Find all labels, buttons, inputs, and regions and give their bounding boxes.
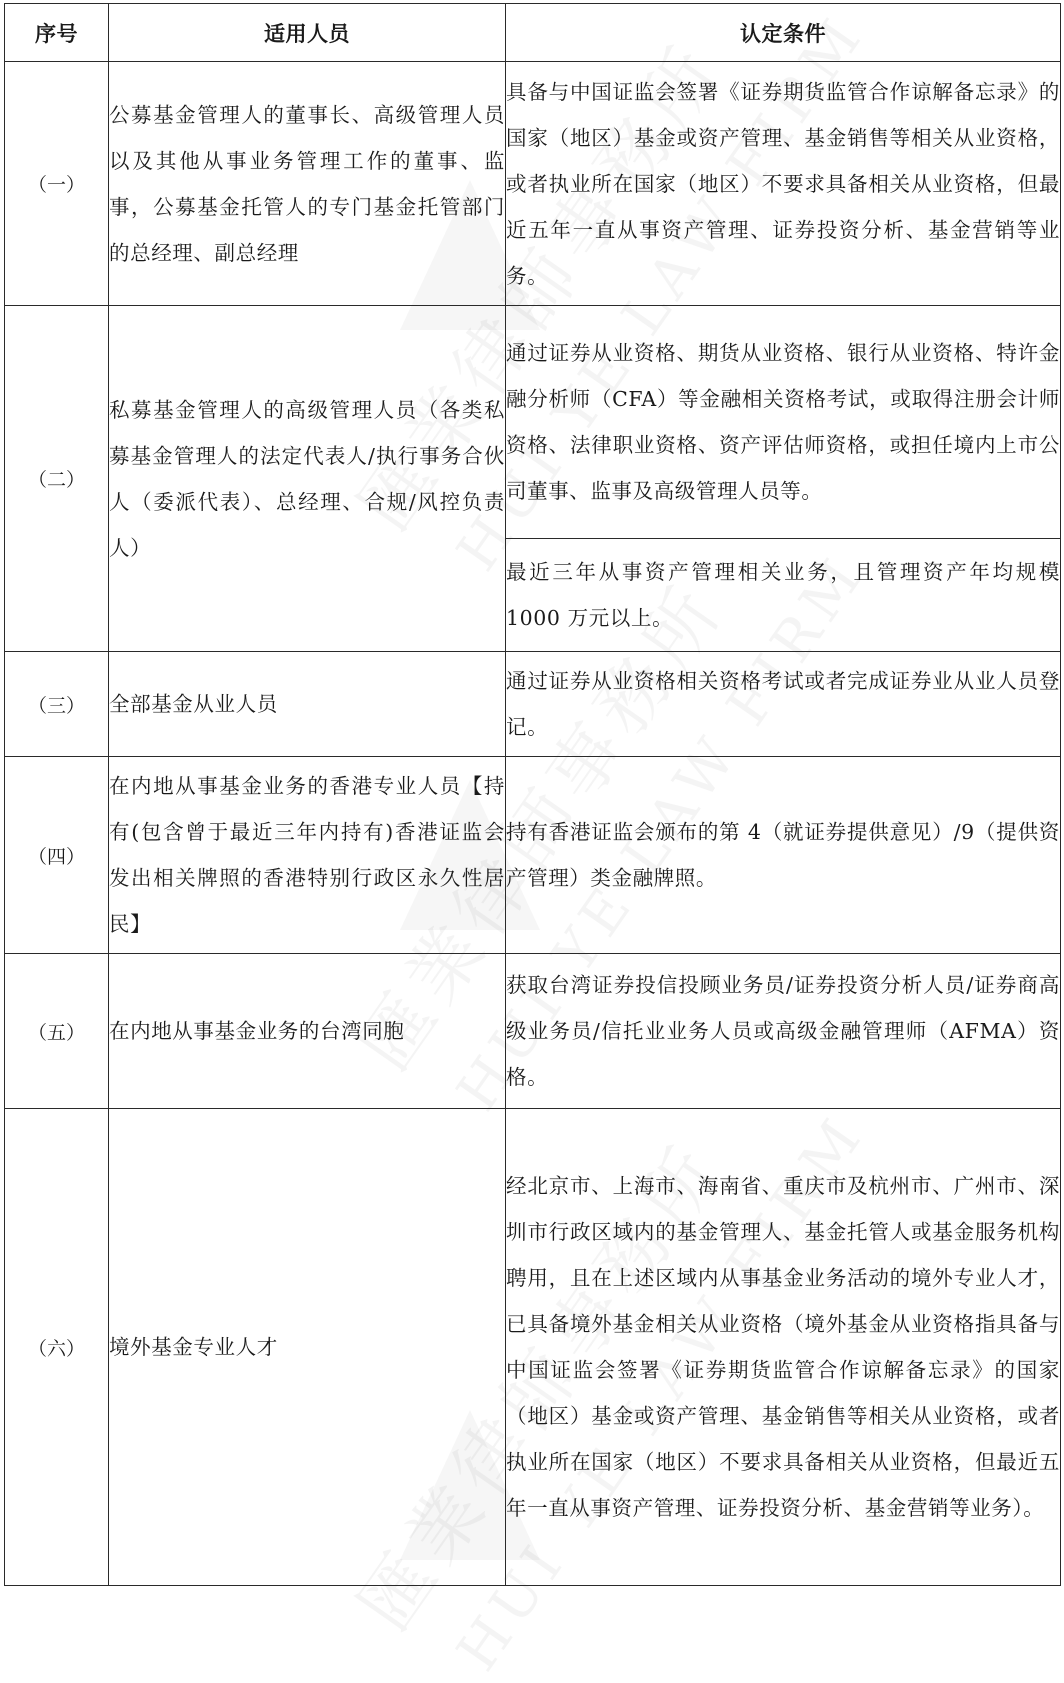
personnel-text: 在内地从事基金业务的香港专业人员【持有(包含曾于最近三年内持有)香港证监会发出相关牌照的香港特别行政区永久性居民】	[109, 774, 505, 936]
personnel-text: 公募基金管理人的董事长、高级管理人员以及其他从事业务管理工作的董事、监事，公募基金托管人的专门基金托管部门的总经理、副总经理	[109, 102, 505, 265]
table-row	[5, 954, 1061, 1109]
header-serial-number: 序号	[5, 4, 109, 62]
personnel-text: 私募基金管理人的高级管理人员（各类私募基金管理人的法定代表人/执行事务合伙人（委派代表）、总经理、合规/风控负责人）	[109, 397, 505, 560]
table-row	[5, 306, 1061, 539]
personnel-text: 全部基金从业人员	[109, 692, 278, 716]
table-row	[5, 1109, 1061, 1586]
row-serial-number: （三）	[5, 652, 109, 757]
row-qualification-condition	[506, 757, 1061, 954]
row-serial-number: （四）	[5, 757, 109, 954]
personnel-text: 境外基金专业人才	[109, 1335, 278, 1359]
row-qualification-condition	[506, 954, 1061, 1109]
table-row	[5, 652, 1061, 757]
document-page	[4, 3, 1060, 1586]
condition-text: 经北京市、上海市、海南省、重庆市及杭州市、广州市、深圳市行政区域内的基金管理人、基金托管人或基金服务机构聘用，且在上述区域内从事基金业务活动的境外专业人才，已具备境外基金相关从业资格（境外基金从业资格指具备与中国证监会签署《证券期货监管合作谅解备忘录》的国家（地区）基金或资产管理、基金销售等相关从业资格，或者执业所在国家（地区）不要求具备相关从业资格，但最近五年一直从事资产管理、证券投资分析、基金营销等业务）。	[506, 1174, 1060, 1520]
row-applicable-personnel	[109, 1109, 506, 1586]
row-applicable-personnel	[109, 62, 506, 306]
row-applicable-personnel	[109, 652, 506, 757]
table-row	[5, 62, 1061, 306]
row-qualification-condition	[506, 62, 1061, 306]
row-qualification-condition	[506, 539, 1061, 652]
row-applicable-personnel	[109, 757, 506, 954]
table-header-row	[5, 4, 1061, 62]
row-serial-number: （五）	[5, 954, 109, 1109]
header-applicable-personnel: 适用人员	[109, 4, 506, 62]
condition-text: 通过证券从业资格、期货从业资格、银行从业资格、特许金融分析师（CFA）等金融相关资格考试，或取得注册会计师资格、法律职业资格、资产评估师资格，或担任境内上市公司董事、监事及高级管理人员等。	[506, 341, 1060, 503]
condition-text: 获取台湾证券投信投顾业务员/证券投资分析人员/证券商高级业务员/信托业业务人员或高级金融管理师（AFMA）资格。	[506, 973, 1060, 1089]
row-serial-number: （六）	[5, 1109, 109, 1586]
row-qualification-condition	[506, 1109, 1061, 1586]
header-qualification-conditions: 认定条件	[506, 4, 1061, 62]
condition-text: 具备与中国证监会签署《证券期货监管合作谅解备忘录》的国家（地区）基金或资产管理、基金销售等相关从业资格，或者执业所在国家（地区）不要求具备相关从业资格，但最近五年一直从事资产管理、证券投资分析、基金营销等业务。	[506, 79, 1060, 288]
qualification-table	[4, 3, 1061, 1586]
row-serial-number: （一）	[5, 62, 109, 306]
row-serial-number: （二）	[5, 306, 109, 652]
row-qualification-condition	[506, 306, 1061, 539]
personnel-text: 在内地从事基金业务的台湾同胞	[109, 1019, 405, 1043]
table-row	[5, 757, 1061, 954]
row-applicable-personnel	[109, 954, 506, 1109]
row-qualification-condition	[506, 652, 1061, 757]
row-applicable-personnel	[109, 306, 506, 652]
condition-text: 最近三年从事资产管理相关业务，且管理资产年均规模 1000 万元以上。	[506, 560, 1060, 630]
condition-text: 通过证券从业资格相关资格考试或者完成证券业从业人员登记。	[506, 669, 1060, 739]
condition-text: 持有香港证监会颁布的第 4（就证券提供意见）/9（提供资产管理）类金融牌照。	[506, 820, 1060, 890]
